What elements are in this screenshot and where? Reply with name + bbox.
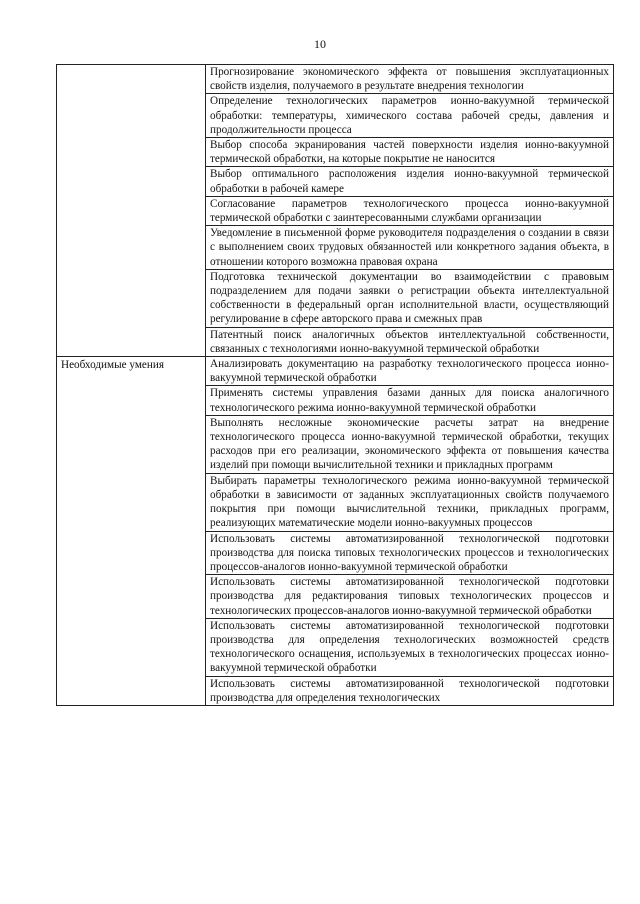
- list-item: Использовать системы автоматизированной технологической подготовки производства для определения технологических: [206, 676, 613, 705]
- row-label-required-skills: Необходимые умения: [57, 357, 206, 706]
- row-items: [206, 65, 614, 357]
- list-item: Использовать системы автоматизированной технологической подготовки производства для поиска типовых технологических процессов и технологических процессов-аналогов ионно-вакуумной термической обработки: [206, 531, 613, 575]
- row-items: [206, 357, 614, 706]
- list-item: Определение технологических параметров ионно-вакуумной термической обработки: температуры, химического состава рабочей среды, давления и продолжительности процесса: [206, 93, 613, 137]
- table-row: [57, 65, 614, 357]
- list-item: Выбор оптимального расположения изделия ионно-вакуумной термической обработки в рабочей камере: [206, 166, 613, 195]
- list-item: Применять системы управления базами данных для поиска аналогичного технологического режима ионно-вакуумной термической обработки: [206, 385, 613, 414]
- list-item: Выбор способа экранирования частей поверхности изделия ионно-вакуумной термической обработки, на которые покрытие не наносится: [206, 137, 613, 166]
- list-item: Анализировать документацию на разработку технологического процесса ионно-вакуумной термической обработки: [210, 358, 609, 385]
- list-item: Выбирать параметры технологического режима ионно-вакуумной термической обработки в зависимости от заданных эксплуатационных свойств получаемого покрытия при помощи вычислительной техники, прикладных программ, реализующих математические модели ионно-вакуумных процессов: [206, 473, 613, 531]
- list-item: Согласование параметров технологического процесса ионно-вакуумной термической обработки с заинтересованными службами организации: [206, 196, 613, 225]
- row-label: [57, 65, 206, 357]
- list-item: Патентный поиск аналогичных объектов интеллектуальной собственности, связанных с технологиями ионно-вакуумной термической обработки: [206, 327, 613, 356]
- list-item: Использовать системы автоматизированной технологической подготовки производства для редактирования типовых технологических процессов и технологических процессов-аналогов ионно-вакуумной термической обработки: [206, 574, 613, 618]
- list-item: Подготовка технической документации во взаимодействии с правовым подразделением для подачи заявки о регистрации объекта интеллектуальной собственности в федеральный орган исполнительной власти, осуществляющий регулирование в сфере авторского права и смежных прав: [206, 269, 613, 327]
- list-item: Прогнозирование экономического эффекта от повышения эксплуатационных свойств изделия, получаемого в результате внедрения технологии: [210, 66, 609, 93]
- list-item: Уведомление в письменной форме руководителя подразделения о создании в связи с выполнением своих трудовых обязанностей или конкретного задания объекта, в отношении которого возможна правовая охрана: [206, 225, 613, 269]
- page-number: 10: [314, 37, 326, 51]
- list-item: Выполнять несложные экономические расчеты затрат на внедрение технологического процесса ионно-вакуумной термической обработки, текущих расходов при его реализации, экономического эффекта от повышения качества изделий при помощи вычислительной техники и прикладных программ: [206, 415, 613, 473]
- list-item: Использовать системы автоматизированной технологической подготовки производства для определения технологических возможностей средств технологического оснащения, используемых в технологических процессах ионно-вакуумной термической обработки: [206, 618, 613, 676]
- requirements-table: [56, 64, 614, 706]
- table-row: [57, 357, 614, 706]
